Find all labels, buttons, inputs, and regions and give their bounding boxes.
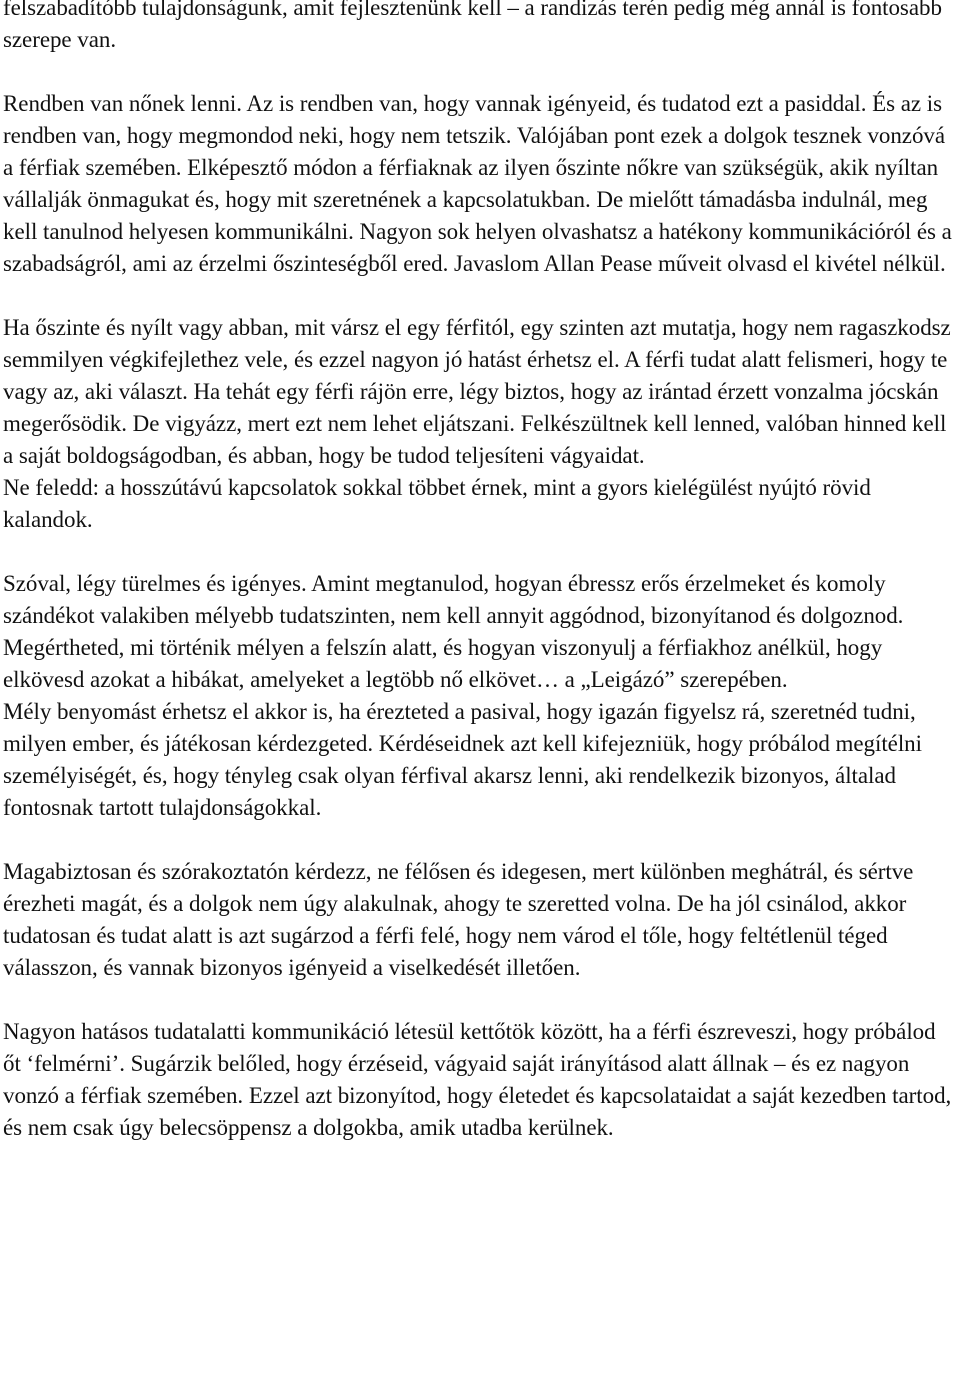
paragraph-deep-impression: Mély benyomást érhetsz el akkor is, ha érezteted a pasival, hogy igazán figyelsz rá, szeretnéd tudni, milyen ember, és játékosan kérdezgeted. Kérdéseidnek azt kell kifejezniük, hogy próbálod megítélni személyiségét, és, hogy tényleg csak olyan férfival akarsz lenni, aki rendelkezik bizonyos, általad fontosnak tartott tulajdonságokkal.	[3, 699, 922, 820]
paragraph-confident-questions: Magabiztosan és szórakoztatón kérdezz, ne félősen és idegesen, mert különben meghátrál, és sértve érezheti magát, és a dolgok nem úgy alakulnak, ahogy te szeretted volna. De ha jól csinálod, akkor tudatosan és tudat alatt is azt sugárzod a férfi felé, hogy nem várod el tőle, hogy feltétlenül téged válasszon, és vannak bizonyos igényeid a viselkedését illetően.	[3, 859, 914, 980]
paragraph-subconscious-communication: Nagyon hatásos tudatalatti kommunikáció létesül kettőtök között, ha a férfi észreveszi, hogy próbálod őt ‘felmérni’. Sugárzik belőled, hogy érzéseid, vágyaid saját irányításod alatt állnak – és ez nagyon vonzó a férfiak szemében. Ezzel azt bizonyítod, hogy életedet és kapcsolataidat a saját kezedben tartod, és nem csak úgy belecsöppensz a dolgokba, amik utadba kerülnek.	[3, 1019, 952, 1140]
paragraph-openness: Ha őszinte és nyílt vagy abban, mit vársz el egy férfitól, egy szinten azt mutatja, hogy nem ragaszkodsz semmilyen végkifejlethez vele, és ezzel nagyon jó hatást érhetsz el. A férfi tudat alatt felismeri, hogy te vagy az, aki választ. Ha tehát egy férfi rájön erre, légy biztos, hogy az irántad érzett vonzalma jócskán megerősödik. De vigyázz, mert ezt nem lehet eljátszani. Felkészültnek kell lenned, valóban hinned kell a saját boldogságodban, és abban, hogy be tudod teljesíteni vágyaidat.	[3, 315, 951, 468]
paragraph-patience: Szóval, légy türelmes és igényes. Amint megtanulod, hogyan ébressz erős érzelmeket és komoly szándékot valakiben mélyebb tudatszinten, nem kell annyit aggódnod, bizonyítanod és dolgoznod. Megértheted, mi történik mélyen a felszín alatt, és hogyan viszonyulj a férfiakhoz anélkül, hogy elkövesd azokat a hibákat, amelyeket a legtöbb nő elkövet… a „Leigázó” szerepében.	[3, 571, 904, 692]
paragraph-long-term: Ne feledd: a hosszútávú kapcsolatok sokkal többet érnek, mint a gyors kielégülést nyújtó rövid kalandok.	[3, 475, 871, 532]
paragraph-continuation: felszabadítóbb tulajdonságunk, amit fejlesztenünk kell – a randizás terén pedig még annál is fontosabb szerepe van.	[3, 0, 942, 52]
paragraph-emotional-honesty: Rendben van nőnek lenni. Az is rendben van, hogy vannak igényeid, és tudatod ezt a pasiddal. És az is rendben van, hogy megmondod neki, hogy nem tetszik. Valójában pont ezek a dolgok tesznek vonzóvá a férfiak szemében. Elképesztő módon a férfiaknak az ilyen őszinte nőkre van szükségük, akik nyíltan vállalják önmagukat és, hogy mit szeretnének a kapcsolatukban. De mielőtt támadásba indulnál, meg kell tanulnod helyesen kommunikálni. Nagyon sok helyen olvashatsz a hatékony kommunikációról és a szabadságról, ami az érzelmi őszinteségből ered. Javaslom Allan Pease műveit olvasd el kivétel nélkül.	[3, 91, 952, 276]
